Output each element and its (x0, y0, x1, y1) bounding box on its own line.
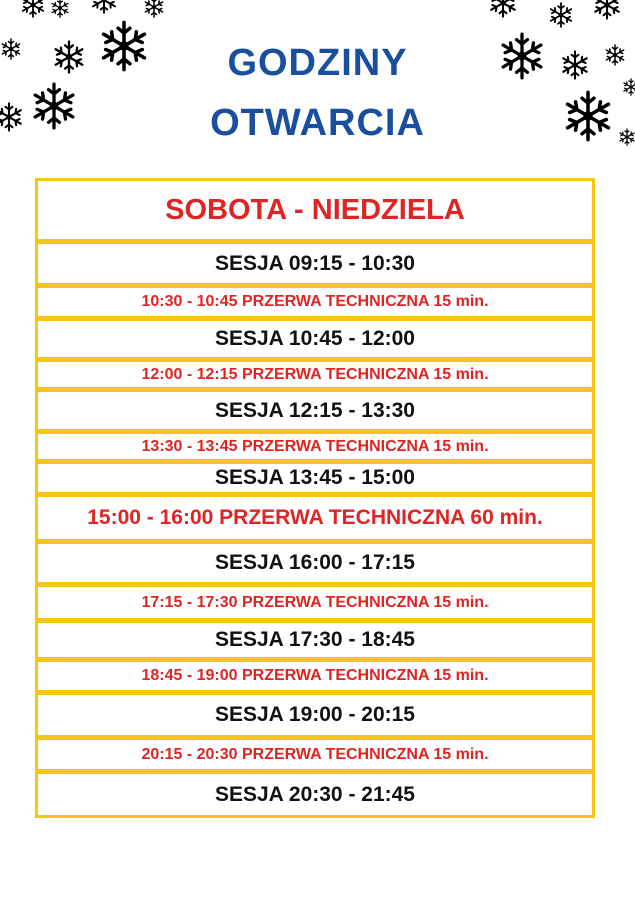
snowflake-icon (20, 0, 46, 18)
session-row: SESJA 12:15 - 13:30 (38, 387, 592, 429)
session-row: SESJA 13:45 - 15:00 (38, 459, 592, 492)
session-row: SESJA 19:00 - 20:15 (38, 690, 592, 735)
break-row: 20:15 - 20:30 PRZERWA TECHNICZNA 15 min. (38, 735, 592, 769)
session-row: SESJA 17:30 - 18:45 (38, 618, 592, 657)
schedule-table (35, 178, 595, 818)
break-row: 18:45 - 19:00 PRZERWA TECHNICZNA 15 min. (38, 657, 592, 690)
snowflake-icon (50, 0, 70, 18)
break-row: 17:15 - 17:30 PRZERWA TECHNICZNA 15 min. (38, 582, 592, 618)
session-row: SESJA 20:30 - 21:45 (38, 769, 592, 815)
break-row: 12:00 - 12:15 PRZERWA TECHNICZNA 15 min. (38, 357, 592, 387)
session-row: SESJA 10:45 - 12:00 (38, 316, 592, 357)
snowflake-icon (592, 0, 622, 20)
snowflake-icon (90, 0, 118, 14)
page-title-line1: GODZINY (227, 42, 408, 84)
break-row-long: 15:00 - 16:00 PRZERWA TECHNICZNA 60 min. (38, 492, 592, 539)
snowflake-icon (488, 0, 518, 18)
snowflake-icon (143, 0, 165, 18)
session-row: SESJA 16:00 - 17:15 (38, 539, 592, 582)
snowflake-icon (548, 2, 574, 28)
session-row: SESJA 09:15 - 10:30 (38, 239, 592, 283)
page-title-line2: OTWARCIA (210, 102, 425, 144)
schedule-header: SOBOTA - NIEDZIELA (165, 193, 465, 226)
break-row: 10:30 - 10:45 PRZERWA TECHNICZNA 15 min. (38, 283, 592, 316)
break-row: 13:30 - 13:45 PRZERWA TECHNICZNA 15 min. (38, 429, 592, 459)
